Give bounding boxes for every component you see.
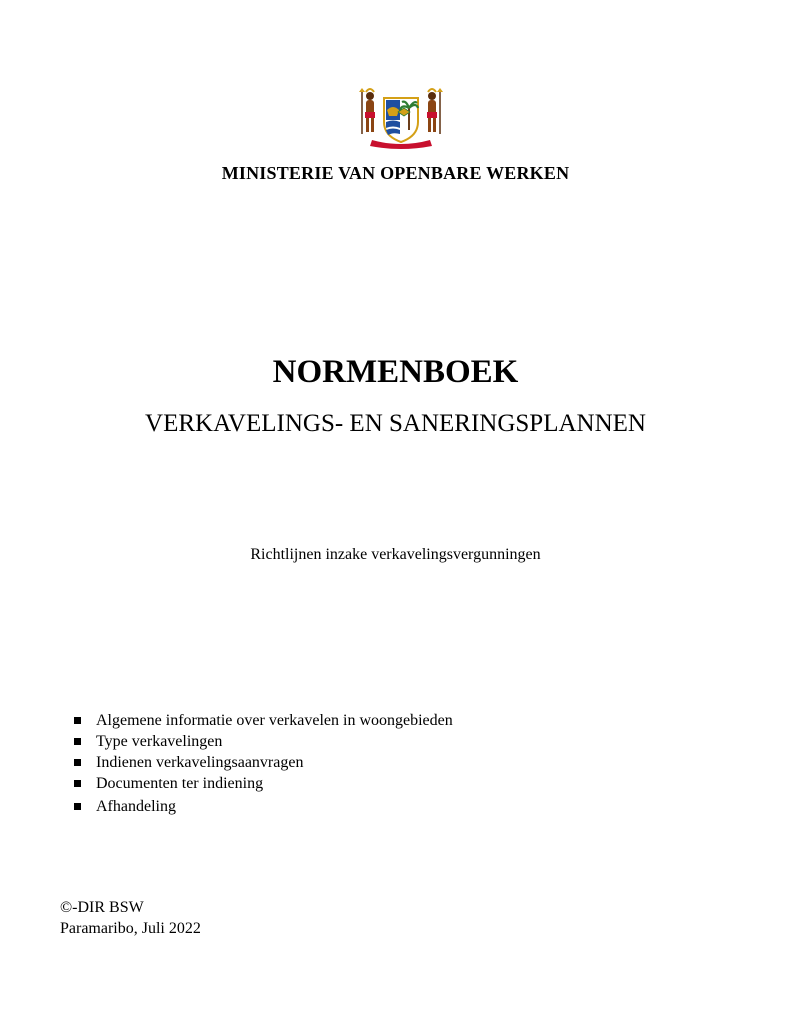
list-item (74, 796, 453, 817)
shield (384, 98, 418, 142)
topic-label: Afhandeling (96, 798, 176, 815)
document-title: NORMENBOEK (272, 354, 519, 390)
topic-label: Type verkavelingen (96, 733, 223, 750)
left-supporter-figure (359, 88, 375, 134)
copyright-line: ©-DIR BSW (60, 899, 144, 916)
square-bullet-icon (74, 780, 81, 787)
topic-label: Documenten ter indiening (96, 775, 264, 792)
square-bullet-icon (74, 738, 81, 745)
right-supporter-figure (427, 88, 443, 134)
list-item (74, 710, 453, 731)
square-bullet-icon (74, 759, 81, 766)
square-bullet-icon (74, 803, 81, 810)
footer (60, 897, 201, 939)
list-item (74, 731, 453, 752)
ministry-name: MINISTERIE VAN OPENBARE WERKEN (221, 163, 570, 183)
place-date-line: Paramaribo, Juli 2022 (60, 920, 201, 937)
topic-list (74, 710, 453, 817)
list-item (74, 773, 453, 794)
topic-label: Indienen verkavelingsaanvragen (96, 754, 304, 771)
guideline-caption: Richtlijnen inzake verkavelingsvergunningen (250, 546, 541, 563)
coat-of-arms-icon (356, 86, 446, 150)
square-bullet-icon (74, 717, 81, 724)
topic-label: Algemene informatie over verkavelen in woongebieden (96, 712, 453, 729)
document-subtitle: VERKAVELINGS- EN SANERINGSPLANNEN (145, 410, 646, 437)
list-item (74, 752, 453, 773)
